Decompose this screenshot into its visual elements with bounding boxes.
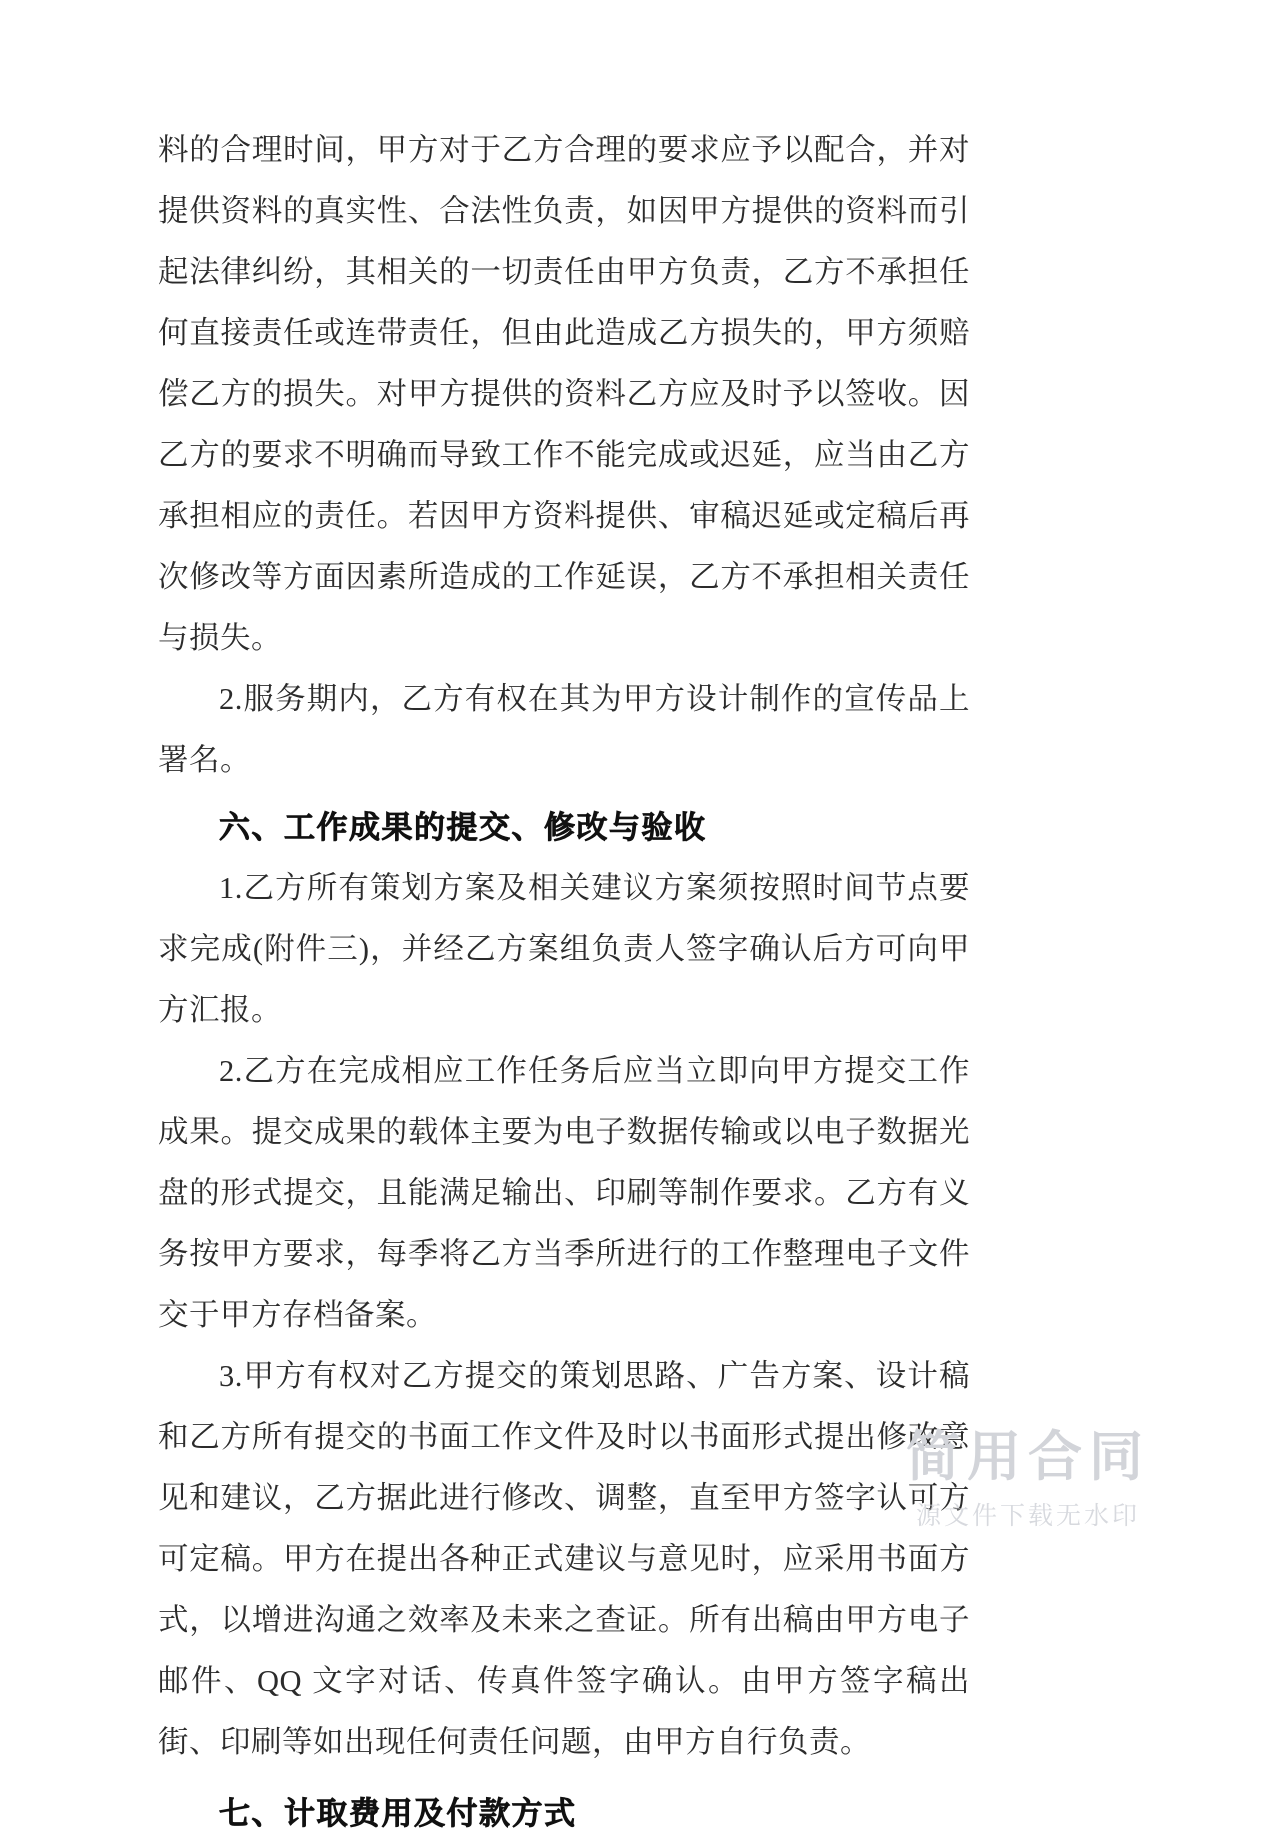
paragraph-line: 2.乙方在完成相应工作任务后应当立即向甲方提交工作成果。提 [158,1054,970,1149]
paragraph-line: 料的合理时间，甲方对于乙方合理的要求应予以配合，并对提供资料 [158,133,970,228]
watermark-tagline: 源文件下载无水印 [915,1501,1140,1530]
paragraph-item-1-plan-submission [158,858,970,1041]
paragraph-item-2-deliverable-media [158,1041,970,1346]
paragraph-line: 应当由乙方承担相应的责任。若因甲方资料提供、审稿迟延或定稿后 [158,438,971,533]
paragraph-item-3-revision-rights [158,1346,970,1773]
paragraph-line: 方应及时予以签收。因乙方的要求不明确而导致工作不能完成或迟延， [158,377,971,472]
paragraph-line: 当季所进行的工作整理电子文件交于甲方存档备案。 [158,1237,971,1332]
section-heading-six: 六、工作成果的提交、修改与验收 [219,810,707,845]
paragraph-line: 3.甲方有权对乙方提交的策划思路、广告方案、设计稿和乙方所 [158,1359,970,1454]
paragraph-line: 式建议与意见时，应采用书面方式，以增进沟通之效率及未来之查证。 [158,1542,971,1637]
paragraph-line: 签字稿出街、印刷等如出现任何责任问题，由甲方自行负责。 [158,1664,970,1759]
paragraph-line: 能满足输出、印刷等制作要求。乙方有义务按甲方要求，每季将乙方 [158,1176,971,1271]
paragraph-line: 由此造成乙方损失的，甲方须赔偿乙方的损失。对甲方提供的资料乙 [158,316,971,411]
paragraph-line: 1.乙方所有策划方案及相关建议方案须按照时间节点要求完成 [158,871,970,966]
paragraph-line: 2.服务期内，乙方有权在其为甲方设计制作的宣传品上署名。 [158,682,970,777]
document-content [158,120,970,1844]
paragraph-line: 交成果的载体主要为电子数据传输或以电子数据光盘的形式提交，且 [158,1115,971,1210]
paragraph-line: 此进行修改、调整，直至甲方签字认可方可定稿。甲方在提出各种正 [158,1481,971,1576]
paragraph-continuation-obligations [158,120,970,669]
paragraph-line: 有提交的书面工作文件及时以书面形式提出修改意见和建议，乙方据 [158,1420,971,1515]
paragraph-line: 所有出稿由甲方电子邮件、QQ 文字对话、传真件签字确认。由甲方 [158,1603,971,1698]
section-heading-seven: 七、计取费用及付款方式 [219,1796,577,1831]
paragraph-line: 的真实性、合法性负责，如因甲方提供的资料而引起法律纠纷，其相 [158,194,971,289]
watermark-brand: 简用合同 [906,1424,1150,1488]
paragraph-line: 关的一切责任由甲方负责，乙方不承担任何直接责任或连带责任，但 [158,255,971,350]
paragraph-line: 再次修改等方面因素所造成的工作延误，乙方不承担相关责任与损失。 [158,499,970,655]
paragraph-item-2-naming-rights [158,669,970,791]
paragraph-line: (附件三)，并经乙方案组负责人签字确认后方可向甲方汇报。 [158,932,971,1027]
section-spacer [158,1773,970,1783]
